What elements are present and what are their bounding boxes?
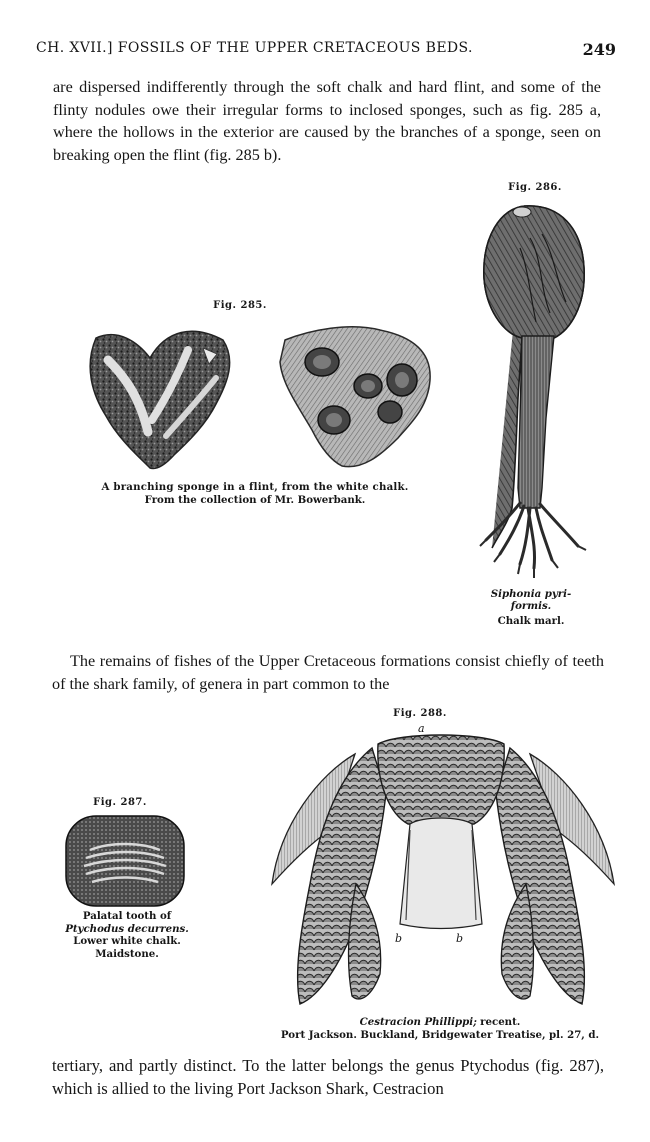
fig-287-caption-line-1: Palatal tooth of (82, 910, 172, 922)
body-paragraph-3: tertiary, and partly distinct. To the latter belongs the genus Ptychodus (fig. 287), which is allied to the living Port Jackson Shark, Cestracion (52, 1056, 604, 1098)
fig-285-caption-line-2: From the collection of Mr. Bowerbank. (144, 494, 366, 506)
fig-287-caption (52, 910, 202, 960)
body-paragraph-1: are dispersed indifferently through the soft chalk and hard flint, and some of the flinty nodules owe their irregular forms to inclosed sponges, such as fig. 285 a, where the hollows in the exterior are caused by the branches of a sponge, seen on breaking open the flint (fig. 285 b). (53, 78, 601, 164)
fig-287-caption-line-4: Maidstone. (95, 947, 159, 960)
fig-288-letter-a: a (418, 722, 425, 735)
fig-285-caption (90, 481, 420, 507)
fig-287-palatal-tooth-illustration (60, 812, 188, 910)
fig-288-letter-b-left: b (395, 932, 403, 945)
fig-285b-flint-illustration (270, 320, 440, 480)
chapter-heading: CH. XVII.] FOSSILS OF THE UPPER CRETACEOUS BEDS. (36, 40, 473, 56)
page-number: 249 (582, 40, 616, 59)
fig-288-recent-label: recent. (480, 1016, 521, 1028)
running-header (36, 40, 616, 62)
fig-285-label: Fig. 285. (213, 300, 267, 311)
fig-286-caption (476, 588, 586, 627)
fig-286-siphonia-illustration (470, 198, 595, 588)
body-paragraph-2: The remains of fishes of the Upper Cretaceous formations consist chiefly of teeth of the shark family, of genera in part common to the (52, 652, 604, 693)
fig-288-source: Port Jackson. Buckland, Bridgewater Treatise, pl. 27, d. (280, 1029, 600, 1041)
fig-288-label: Fig. 288. (393, 708, 447, 719)
fig-285a-flint-illustration (78, 320, 236, 475)
fig-287-species-name: Ptychodus decurrens. (65, 922, 189, 935)
fig-287-caption-line-3: Lower white chalk. (73, 935, 181, 947)
fig-285-caption-line-1: A branching sponge in a flint, from the white chalk. (101, 481, 409, 493)
fig-288-cestracion-jaw-illustration (260, 734, 625, 1014)
fig-287-label: Fig. 287. (93, 797, 147, 808)
fig-288-species-name: Cestracion Phillippi; (359, 1016, 477, 1028)
fig-288-letter-b-right: b (456, 932, 464, 945)
fig-286-label: Fig. 286. (508, 182, 562, 193)
fig-286-species-name: Siphonia pyri-formis. (490, 588, 572, 612)
fig-288-caption (255, 1016, 625, 1042)
fig-286-locality: Chalk marl. (497, 615, 565, 627)
